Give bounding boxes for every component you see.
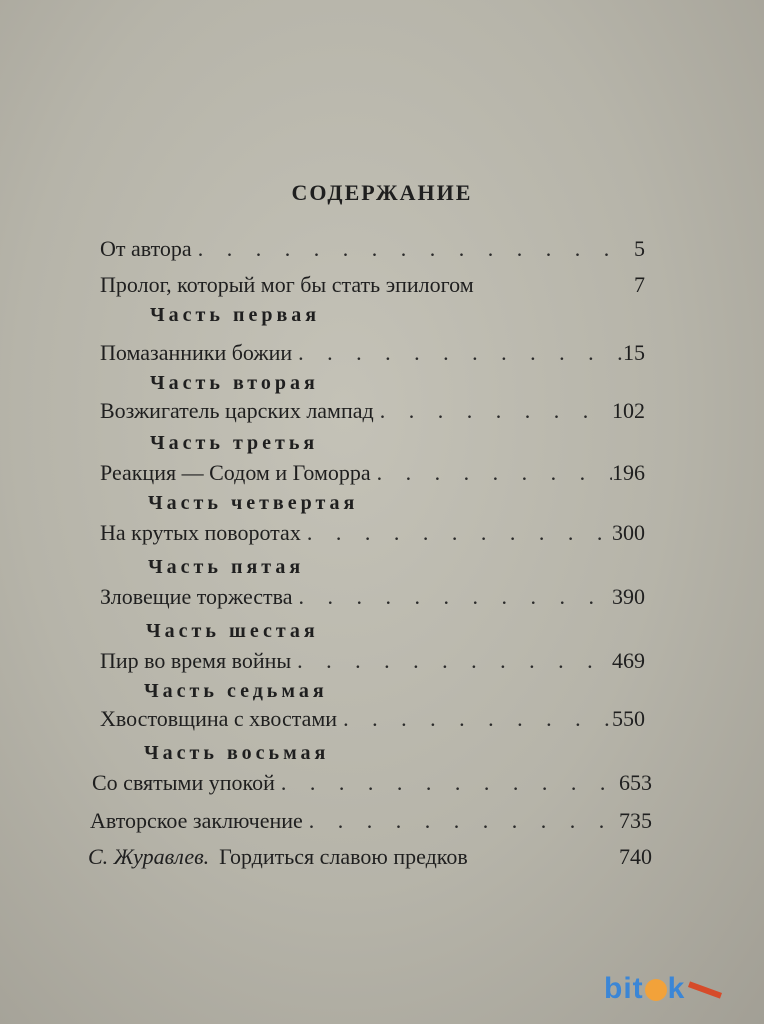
toc-part-heading: Часть первая [150, 304, 321, 326]
toc-entry-page: 15 [623, 340, 645, 365]
toc-entry-title: На крутых поворотах [100, 520, 301, 545]
watermark-text-right: k [667, 972, 686, 1005]
watermark-hammer-icon [688, 981, 722, 998]
toc-entry-title: Хвостовщина с хвостами [100, 706, 338, 731]
toc-entry-page: 300 [612, 520, 645, 545]
toc-leader-dots [275, 770, 619, 796]
toc-part-heading: Часть пятая [148, 556, 305, 578]
toc-leader-dots [291, 648, 612, 674]
toc-entry-page: 653 [619, 770, 652, 795]
toc-entry-title: Пролог, который мог бы стать эпилогом [100, 272, 474, 297]
toc-entry [100, 460, 645, 490]
toc-entry-title: Пир во время войны [100, 648, 292, 673]
toc-entry-page: 102 [612, 398, 645, 423]
toc-entry-title: Помазанники божии [100, 340, 293, 365]
toc-part-heading: Часть седьмая [144, 680, 328, 702]
toc-entry-author: С. Журавлев. [88, 844, 210, 869]
watermark-logo-icon [645, 979, 667, 1001]
toc-entry-title: Возжигатель царских лампад [100, 398, 374, 423]
toc-entry-page: 390 [612, 584, 645, 609]
toc-entry-title: Авторское заключение [90, 808, 303, 833]
page-title: СОДЕРЖАНИЕ [291, 180, 473, 205]
toc-entry [100, 520, 645, 550]
toc-entry-title: Реакция — Содом и Гоморра [100, 460, 371, 485]
toc-part-heading: Часть вторая [150, 372, 319, 394]
toc-entry [100, 648, 645, 678]
toc-entry-page: 196 [612, 460, 645, 485]
toc-entry-title: Зловещие торжества [100, 584, 293, 609]
toc-entry [100, 272, 645, 302]
toc-entry-page: 5 [634, 236, 645, 261]
toc-entry [90, 808, 652, 838]
toc-leader-dots [303, 808, 619, 834]
toc-leader-dots [337, 706, 612, 732]
toc-leader-dots [371, 460, 612, 486]
toc-entry-title: Со святыми упокой [92, 770, 275, 795]
site-watermark [604, 972, 722, 1006]
toc-part-heading: Часть шестая [146, 620, 319, 642]
toc-leader-dots [192, 236, 634, 262]
toc-entry-title: Гордиться славою предков [219, 844, 468, 869]
toc-entry-title: От автора [100, 236, 192, 261]
toc-part-heading: Часть четвертая [148, 492, 359, 514]
toc-part-heading: Часть третья [150, 432, 319, 454]
toc-entry-page: 550 [612, 706, 645, 731]
toc-entry [88, 844, 652, 874]
toc-entry [92, 770, 652, 800]
toc-leader-dots [293, 584, 613, 610]
toc-entry [100, 398, 645, 428]
toc-leader-dots [292, 340, 623, 366]
toc-entry [100, 584, 645, 614]
toc-entry [100, 340, 645, 370]
toc-entry-page: 735 [619, 808, 652, 833]
watermark-text-left: bit [604, 972, 644, 1005]
toc-entry [100, 236, 645, 266]
toc-entry [100, 706, 645, 736]
toc-entry-page: 469 [612, 648, 645, 673]
toc-entry-page: 740 [619, 844, 652, 869]
toc-entry-page: 7 [634, 272, 645, 297]
toc-leader-dots [301, 520, 612, 546]
toc-leader-dots [374, 398, 612, 424]
toc-part-heading: Часть восьмая [144, 742, 330, 764]
